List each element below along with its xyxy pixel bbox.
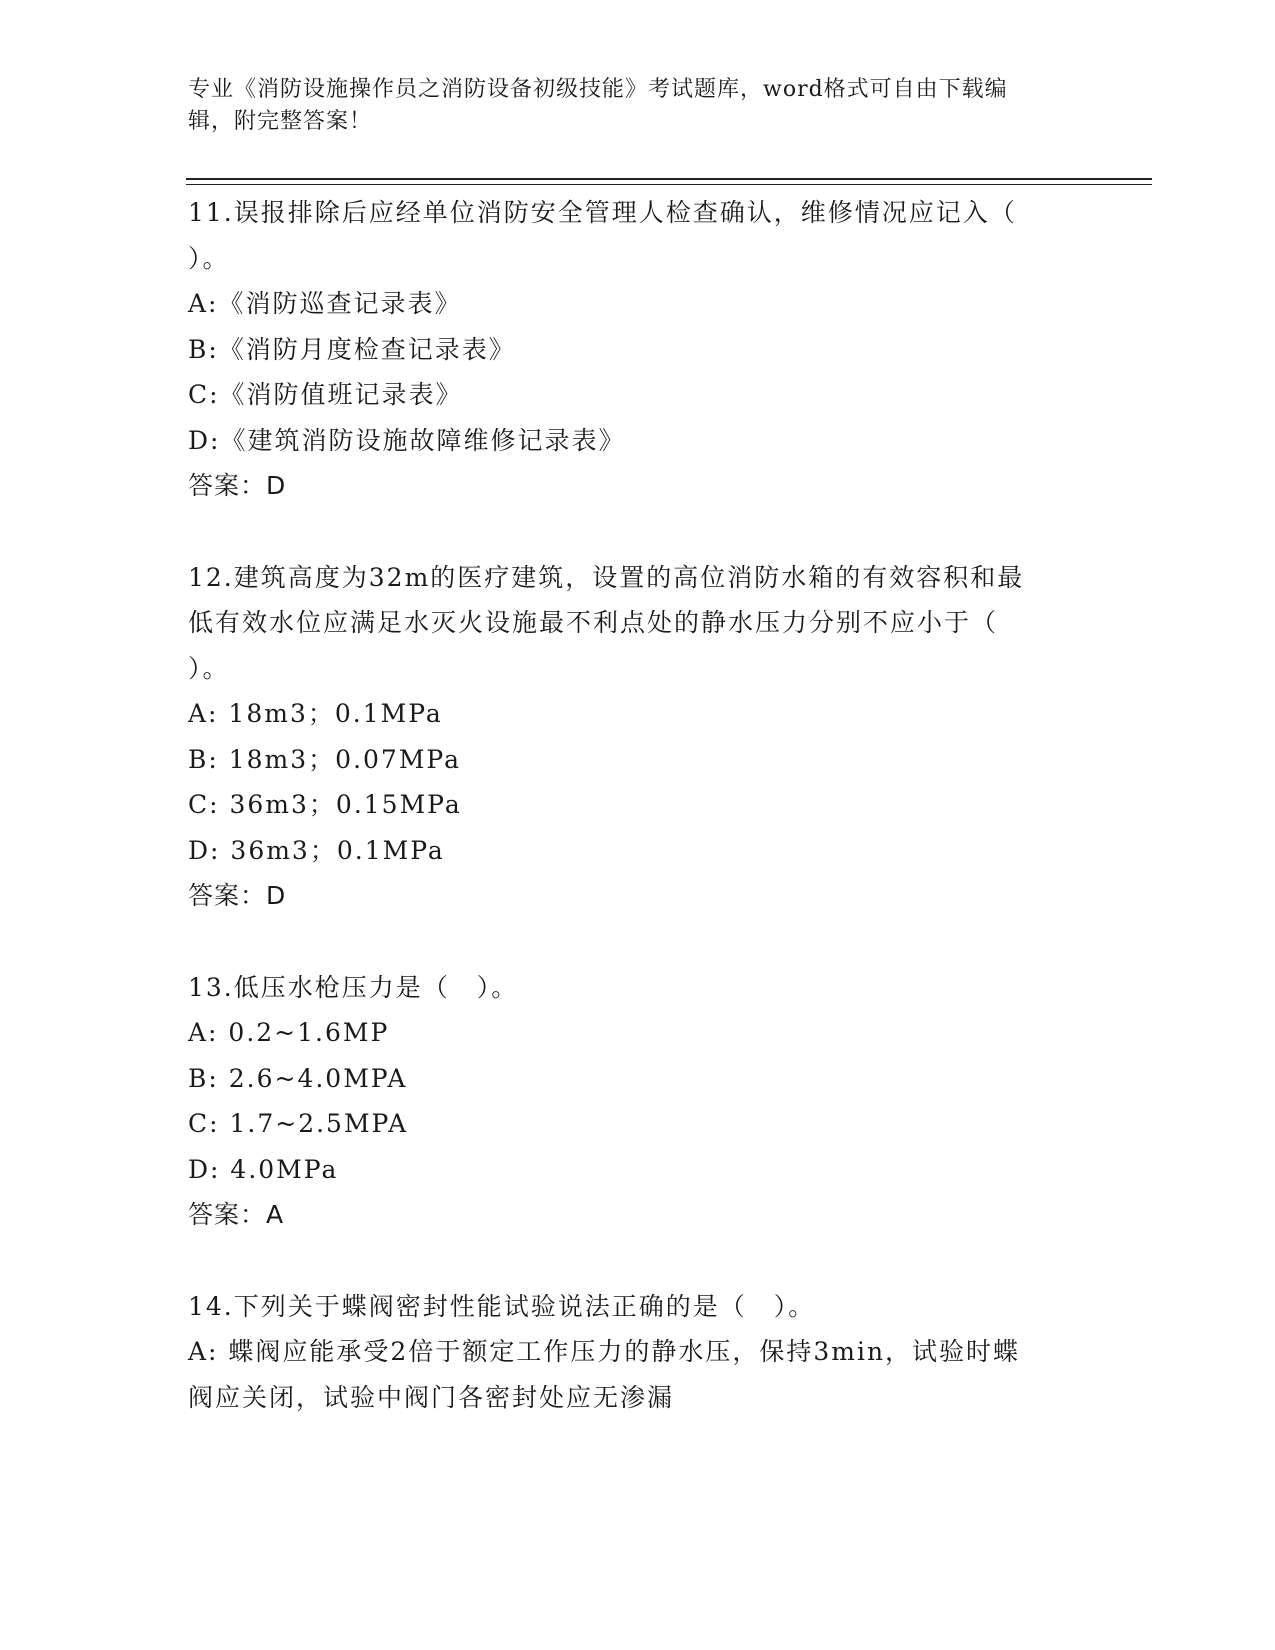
question-12 (188, 555, 1088, 919)
option-a: A: 18m3；0.1MPa (188, 699, 443, 728)
option-a: A:《消防巡查记录表》 (188, 289, 462, 318)
document-header (188, 74, 1068, 138)
question-stem: 14.下列关于蝶阀密封性能试验说法正确的是（ ）。 (188, 1291, 816, 1321)
header-line-2: 辑，附完整答案！ (188, 109, 373, 134)
option-a-continued: 阀应关闭，试验中阀门各密封处应无渗漏 (188, 1382, 675, 1412)
option-c: C: 36m3；0.15MPa (188, 790, 462, 819)
question-stem: 11.误报排除后应经单位消防安全管理人检查确认，维修情况应记入（ (188, 198, 1017, 227)
option-b: B:《消防月度检查记录表》 (188, 334, 516, 364)
question-list (188, 190, 1088, 1466)
option-d: D: 4.0MPa (188, 1154, 339, 1184)
option-c: C:《消防值班记录表》 (188, 380, 463, 409)
answer: 答案：D (188, 881, 287, 910)
question-stem: ）。 (188, 243, 230, 273)
header-divider-thin (186, 184, 1152, 185)
question-stem: 12.建筑高度为32m的医疗建筑，设置的高位消防水箱的有效容积和最 (188, 562, 1025, 592)
option-a: A: 蝶阀应能承受2倍于额定工作压力的静水压，保持3min，试验时蝶 (188, 1337, 1021, 1366)
question-stem: 低有效水位应满足水灭火设施最不利点处的静水压力分别不应小于（ (188, 608, 999, 637)
question-14 (188, 1284, 1088, 1421)
option-a: A: 0.2~1.6MP (188, 1018, 390, 1047)
header-divider-thick (186, 178, 1152, 180)
option-b: B: 18m3；0.07MPa (188, 744, 462, 774)
header-line-1: 专业《消防设施操作员之消防设备初级技能》考试题库，word格式可自由下载编 (188, 77, 1008, 102)
question-13 (188, 965, 1088, 1238)
option-d: D:《建筑消防设施故障维修记录表》 (188, 425, 626, 455)
option-d: D: 36m3；0.1MPa (188, 835, 445, 865)
answer: 答案：A (188, 1200, 285, 1229)
option-b: B: 2.6~4.0MPA (188, 1063, 408, 1093)
answer: 答案：D (188, 471, 287, 500)
question-stem: 13.低压水枪压力是（ ）。 (188, 972, 519, 1002)
question-stem: ）。 (188, 653, 230, 683)
option-c: C: 1.7~2.5MPA (188, 1109, 409, 1138)
question-11 (188, 190, 1088, 509)
